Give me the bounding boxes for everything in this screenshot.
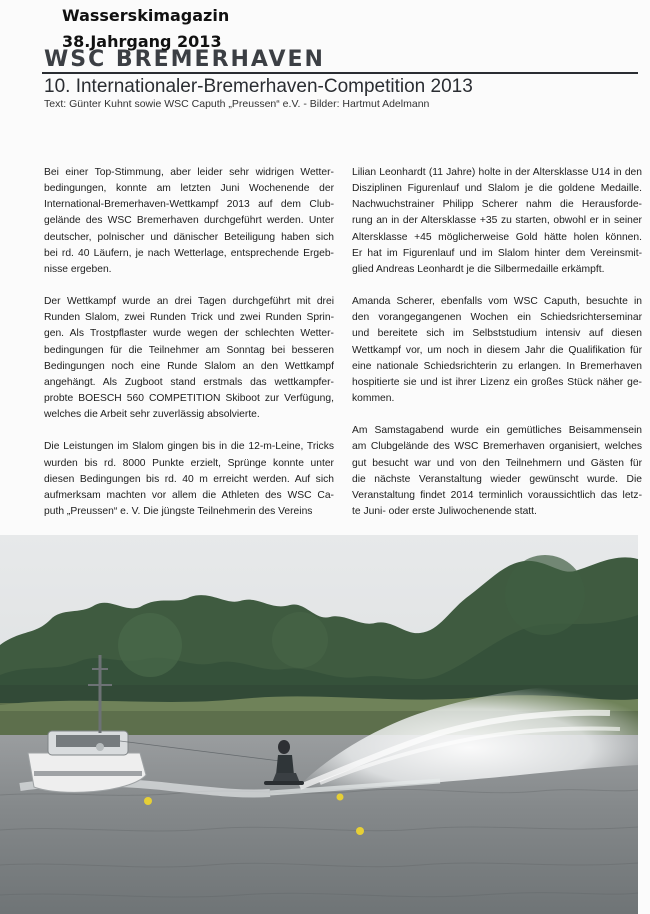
text-line: diesen Bedingungen bis rd. 40 m erreicht werden. Auf sich: [44, 473, 334, 485]
text-line: probte BOESCH 560 COMPETITION Skiboot zur Verfügung,: [44, 393, 334, 405]
text-line: Amanda Scherer, ebenfalls vom WSC Caputh, besuchte in: [352, 296, 642, 308]
text-line: Bei einer Top-Stimmung, aber leider sehr widrigen Wetter-: [44, 167, 334, 178]
paragraph: [352, 423, 642, 520]
text-line: Die Leistungen im Slalom gingen bis in die 12-m-Leine, Tricks: [44, 441, 334, 453]
text-line: nisse ergeben.: [44, 263, 112, 275]
paragraph: [44, 439, 334, 520]
text-line: Nachwuchstrainer Philipp Scherer nahm die Herausforde-: [352, 199, 642, 211]
text-line: Er hat im Figurenlauf und im Slalom hinter dem Vereinsmit-: [352, 247, 642, 259]
text-line: Runden Slalom, zwei Runden Trick und zwei Runden Sprin-: [44, 312, 334, 324]
paragraph: [352, 294, 642, 407]
text-line: gelände des WSC Bremerhaven durchgeführt werden. Unter: [44, 215, 334, 227]
text-line: und bereitete sich im Selbststudium intensiv auf diesen: [352, 328, 642, 340]
text-line: te Juni- oder erste Juliwochenende statt.: [352, 505, 537, 517]
text-line: den vorangegangenen Wochen ein Schiedsrichterseminar: [352, 312, 642, 324]
text-line: kommen.: [352, 393, 395, 405]
waterskiing-photo: [0, 535, 638, 914]
text-line: Altersklasse +45 möglicherweise Gold hätte holen können.: [352, 231, 642, 243]
text-line: am Clubgelände des WSC Bremerhaven organisiert, welches: [352, 441, 642, 453]
magazine-name: Wasserskimagazin: [62, 6, 230, 25]
text-line: die nächste Veranstaltung wieder gewünscht wurde. Die: [352, 473, 642, 485]
text-line: wurden bis rd. 8000 Punkte erzielt, Sprünge konnte unter: [44, 457, 334, 469]
paragraph: [44, 294, 334, 423]
text-line: Veranstaltung findet 2014 terminlich voraussichtlich das letz-: [352, 489, 642, 501]
club-heading: WSC BREMERHAVEN: [44, 47, 325, 72]
text-line: Der Wettkampf wurde an drei Tagen durchgeführt mit drei: [44, 296, 334, 308]
text-line: angehängt. Als Zugboot stand erstmals das wettkampfer-: [44, 376, 334, 388]
text-line: aufmerksam machten vor allem die Athleten des WSC Ca-: [44, 489, 334, 501]
text-line: Am Samstagabend wurde ein gemütliches Beisammensein: [352, 425, 642, 437]
text-line: bedingungen für die Teilnehmer am Sonntag bei besseren: [44, 344, 334, 356]
text-line: eine nationale Schiedsrichterin zu erlangen. In Bremerhaven: [352, 360, 642, 372]
text-line: gen. Als Trostpflaster wurde wegen der schlechten Wetter-: [44, 328, 334, 340]
text-line: International-Bremerhaven-Wettkampf 2013 auf dem Club-: [44, 199, 334, 211]
text-line: bedingungen, konnte am letzten Juni Wochenende der: [44, 183, 334, 195]
article-credits: Text: Günter Kuhnt sowie WSC Caputh „Preussen“ e.V. - Bilder: Hartmut Adelmann: [44, 98, 430, 110]
text-line: Lilian Leonhardt (11 Jahre) holte in der Altersklasse U14 in den: [352, 167, 642, 178]
text-line: gut besucht war und von den Teilnehmern und Gästen für: [352, 457, 642, 469]
paragraph: [44, 165, 334, 278]
text-line: Disziplinen Figurenlauf und Slalom je die goldene Medaille.: [352, 183, 642, 195]
text-line: Bedingungen noch eine Runde Slalom an den Wettkampf: [44, 360, 334, 372]
text-column-right: [352, 165, 642, 536]
text-line: bei rd. 40 Läufern, je nach Wetterlage, entsprechende Ergeb-: [44, 247, 334, 259]
magazine-year: 38.Jahrgang 2013: [62, 32, 222, 51]
text-line: hospitierte sie und ist ihrer Lizenz ein großes Stück näher ge-: [352, 376, 642, 388]
text-line: welches die Arbeit sehr zuverlässig absolvierte.: [44, 409, 260, 421]
article-headline: 10. Internationaler-Bremerhaven-Competition 2013: [44, 76, 473, 97]
paragraph: [352, 165, 642, 278]
text-line: rung an in der Altersklasse +35 zu starten, obwohl er in seiner: [352, 215, 642, 227]
text-line: puth „Preussen“ e. V. Die jüngste Teilnehmerin des Vereins: [44, 505, 313, 517]
text-line: glied Andreas Leonhardt je die Silbermedaille erkämpft.: [352, 263, 605, 275]
text-line: Wettkampf vor, um noch in diesem Jahr die Qualifikation für: [352, 344, 642, 356]
text-line: deutscher, polnischer und dänischer Beteiligung haben sich: [44, 231, 334, 243]
text-column-left: [44, 165, 334, 536]
